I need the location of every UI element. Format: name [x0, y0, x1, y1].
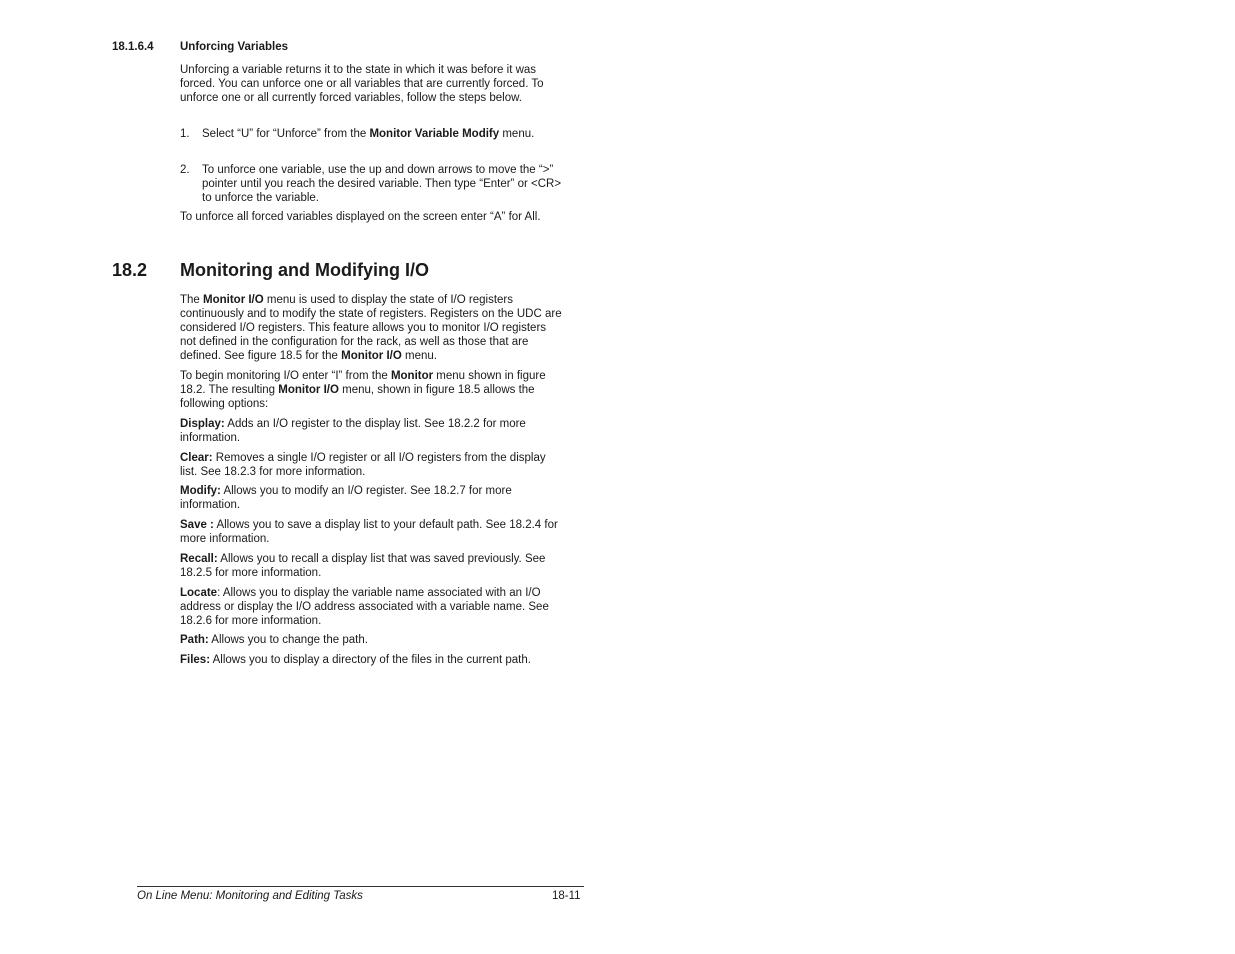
- option-term: Save :: [180, 519, 214, 531]
- option-locate: [180, 586, 565, 628]
- step-1-menu-name: Monitor Variable Modify: [369, 128, 500, 140]
- page-number: 18-11: [552, 890, 581, 902]
- subsection-title: Unforcing Variables: [180, 41, 289, 53]
- option-desc: Allows you to recall a display list that was saved previously. See 18.2.5 for more information.: [180, 553, 546, 579]
- p1-text-d: menu.: [401, 350, 437, 362]
- option-desc: Allows you to change the path.: [208, 634, 368, 646]
- subsection-intro: [180, 63, 565, 105]
- option-modify: [180, 484, 565, 512]
- p2-text-a: To begin monitoring I/O enter “I” from the: [180, 370, 391, 382]
- step-1-number: 1.: [180, 128, 190, 140]
- step-2-number: 2.: [180, 164, 190, 176]
- intro-paragraph: Unforcing a variable returns it to the state in which it was before it was forced. You can unforce one or all variables that are currently forced. To unforce one or all currently forced variables, follow the steps below.: [180, 64, 544, 104]
- p1-text-a: The: [180, 294, 204, 306]
- option-term: Locate: [180, 587, 218, 599]
- option-term: Display:: [180, 418, 225, 430]
- option-desc: : Allows you to display the variable name associated with an I/O address or display the I/O address associated with a variable name. See 18.2.6 for more information.: [180, 587, 549, 627]
- option-term: Recall:: [180, 553, 218, 565]
- option-recall: [180, 552, 565, 580]
- step-2-text: To unforce one variable, use the up and down arrows to move the “>” pointer until you reach the desired variable. Then type “Enter” or <CR> to unforce the variable.: [202, 164, 562, 204]
- subsection-number: 18.1.6.4: [112, 41, 154, 53]
- p2-text-d: menu, shown in figure 18.5 allows the following options:: [180, 384, 535, 410]
- option-term: Modify:: [180, 485, 221, 497]
- section-number: 18.2: [112, 260, 148, 280]
- step-1: [180, 127, 565, 141]
- section-paragraph-1: [180, 293, 565, 363]
- p1-menu-name-2: Monitor I/O: [341, 350, 402, 362]
- p2-text-c: menu shown in figure 18.2. The resulting: [180, 370, 546, 396]
- option-save: [180, 518, 565, 546]
- section-paragraph-2: [180, 369, 565, 411]
- p1-menu-name-1: Monitor I/O: [203, 294, 264, 306]
- p2-menu-name-2: Monitor I/O: [278, 384, 339, 396]
- step-1-text: Select “U” for “Unforce” from the: [202, 128, 370, 140]
- option-files: [180, 653, 580, 667]
- option-desc: Allows you to display a directory of the files in the current path.: [210, 654, 531, 666]
- option-desc: Removes a single I/O register or all I/O registers from the display list. See 18.2.3 for more information.: [180, 452, 546, 478]
- option-term: Path:: [180, 634, 209, 646]
- option-term: Files:: [180, 654, 211, 666]
- step-1-text-end: menu.: [499, 128, 535, 140]
- option-display: [180, 417, 565, 445]
- closing-paragraph: To unforce all forced variables displayed on the screen enter “A” for All.: [180, 211, 541, 223]
- step-2: [180, 163, 565, 205]
- p1-text-c: menu is used to display the state of I/O registers continuously and to modify the state of registers. Registers on the UDC are considered I/O registers. This feature allows you to monitor I/O registers not defined in the configuration for the rack, as well as those that are defined. See figure 18.5 for the: [180, 294, 562, 362]
- footer-title: On Line Menu: Monitoring and Editing Tasks: [137, 890, 363, 902]
- subsection-closing: [180, 210, 565, 224]
- option-desc: Adds an I/O register to the display list. See 18.2.2 for more information.: [180, 418, 526, 444]
- section-title: Monitoring and Modifying I/O: [180, 260, 429, 280]
- option-path: [180, 633, 565, 647]
- p2-menu-name-1: Monitor: [390, 370, 434, 382]
- option-term: Clear:: [180, 452, 213, 464]
- option-desc: Allows you to save a display list to your default path. See 18.2.4 for more information.: [180, 519, 558, 545]
- option-clear: [180, 451, 565, 479]
- option-desc: Allows you to modify an I/O register. See 18.2.7 for more information.: [180, 485, 512, 511]
- footer-rule: [137, 886, 584, 887]
